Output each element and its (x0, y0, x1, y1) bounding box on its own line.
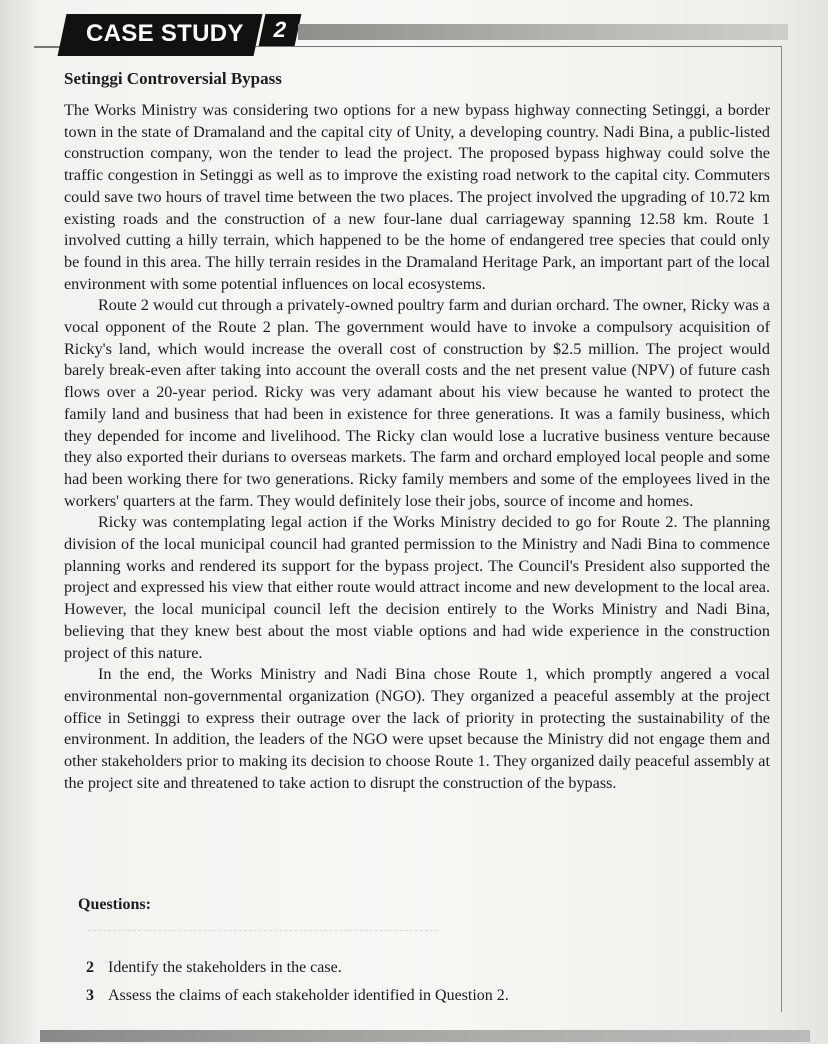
case-content (64, 68, 770, 795)
case-paragraph: The Works Ministry was considering two options for a new bypass highway connecting Setinggi, a border town in the state of Dramaland and the capital city of Unity, a developing country. Nadi Bina, a public-listed construction company, won the tender to lead the project. The proposed bypass highway could solve the traffic congestion in Setinggi as well as to improve the existing road network to the capital city. Commuters could save two hours of travel time between the two places. The project involved the upgrading of 10.72 km existing roads and the construction of a new four-lane dual carriageway spanning 12.58 km. Route 1 involved cutting a hilly terrain, which happened to be the home of endangered tree species that could only be found in this area. The hilly terrain resides in the Dramaland Heritage Park, an important part of the local environment with some potential influences on local ecosystems. (64, 101, 770, 293)
faded-question-line (88, 930, 438, 941)
footer-rule (40, 1030, 810, 1042)
case-study-number: 2 (259, 14, 302, 46)
question-number: 2 (86, 959, 94, 976)
case-paragraph: In the end, the Works Ministry and Nadi Bina chose Route 1, which promptly angered a vocal environmental non-governmental organization (NGO). They organized a peaceful assembly at the project office in Setinggi to express their outrage over the lack of priority in protecting the sustainability of the environment. In addition, the leaders of the NGO were upset because the Ministry did not engage them and other stakeholders prior to making its decision to choose Route 1. They organized daily peaceful assembly at the project site and threatened to take action to disrupt the construction of the bypass. (64, 665, 770, 792)
case-title: Setinggi Controversial Bypass (64, 69, 282, 88)
case-study-label: CASE STUDY (86, 20, 244, 47)
question-item (86, 986, 509, 1006)
case-paragraph: Route 2 would cut through a privately-owned poultry farm and durian orchard. The owner, Ricky was a vocal opponent of the Route 2 plan. The government would have to invoke a compulsory acquisition of Ricky's land, which would increase the overall cost of construction by $2.5 million. The project would barely break-even after taking into account the overall costs and the net present value (NPV) of future cash flows over a 20-year period. Ricky was very adamant about his view because he wanted to protect the family land and business that had been in existence for three generations. It was a family business, which they depended for income and livelihood. The Ricky clan would lose a lucrative business venture because they also exported their durians to overseas markets. The farm and orchard employed local people and some had been working there for two generations. Ricky family members and some of the employees lived in the workers' quarters at the farm. They would definitely lose their jobs, source of income and homes. (64, 296, 770, 510)
header-rule (298, 24, 788, 40)
question-number: 3 (86, 987, 94, 1004)
question-item (86, 958, 342, 978)
question-text: Identify the stakeholders in the case. (108, 959, 342, 976)
question-text: Assess the claims of each stakeholder identified in Question 2. (108, 987, 509, 1004)
questions-heading: Questions: (78, 896, 151, 913)
case-paragraph: Ricky was contemplating legal action if the Works Ministry decided to go for Route 2. The planning division of the local municipal council had granted permission to the Ministry and Nadi Bina to commence planning works and rendered its support for the bypass project. The Council's President also supported the project and expressed his view that either route would attract income and new development to the local area. However, the local municipal council left the decision entirely to the Works Ministry and Nadi Bina, believing that they knew best about the most viable options and had wide experience in the construction project of this nature. (64, 513, 770, 662)
